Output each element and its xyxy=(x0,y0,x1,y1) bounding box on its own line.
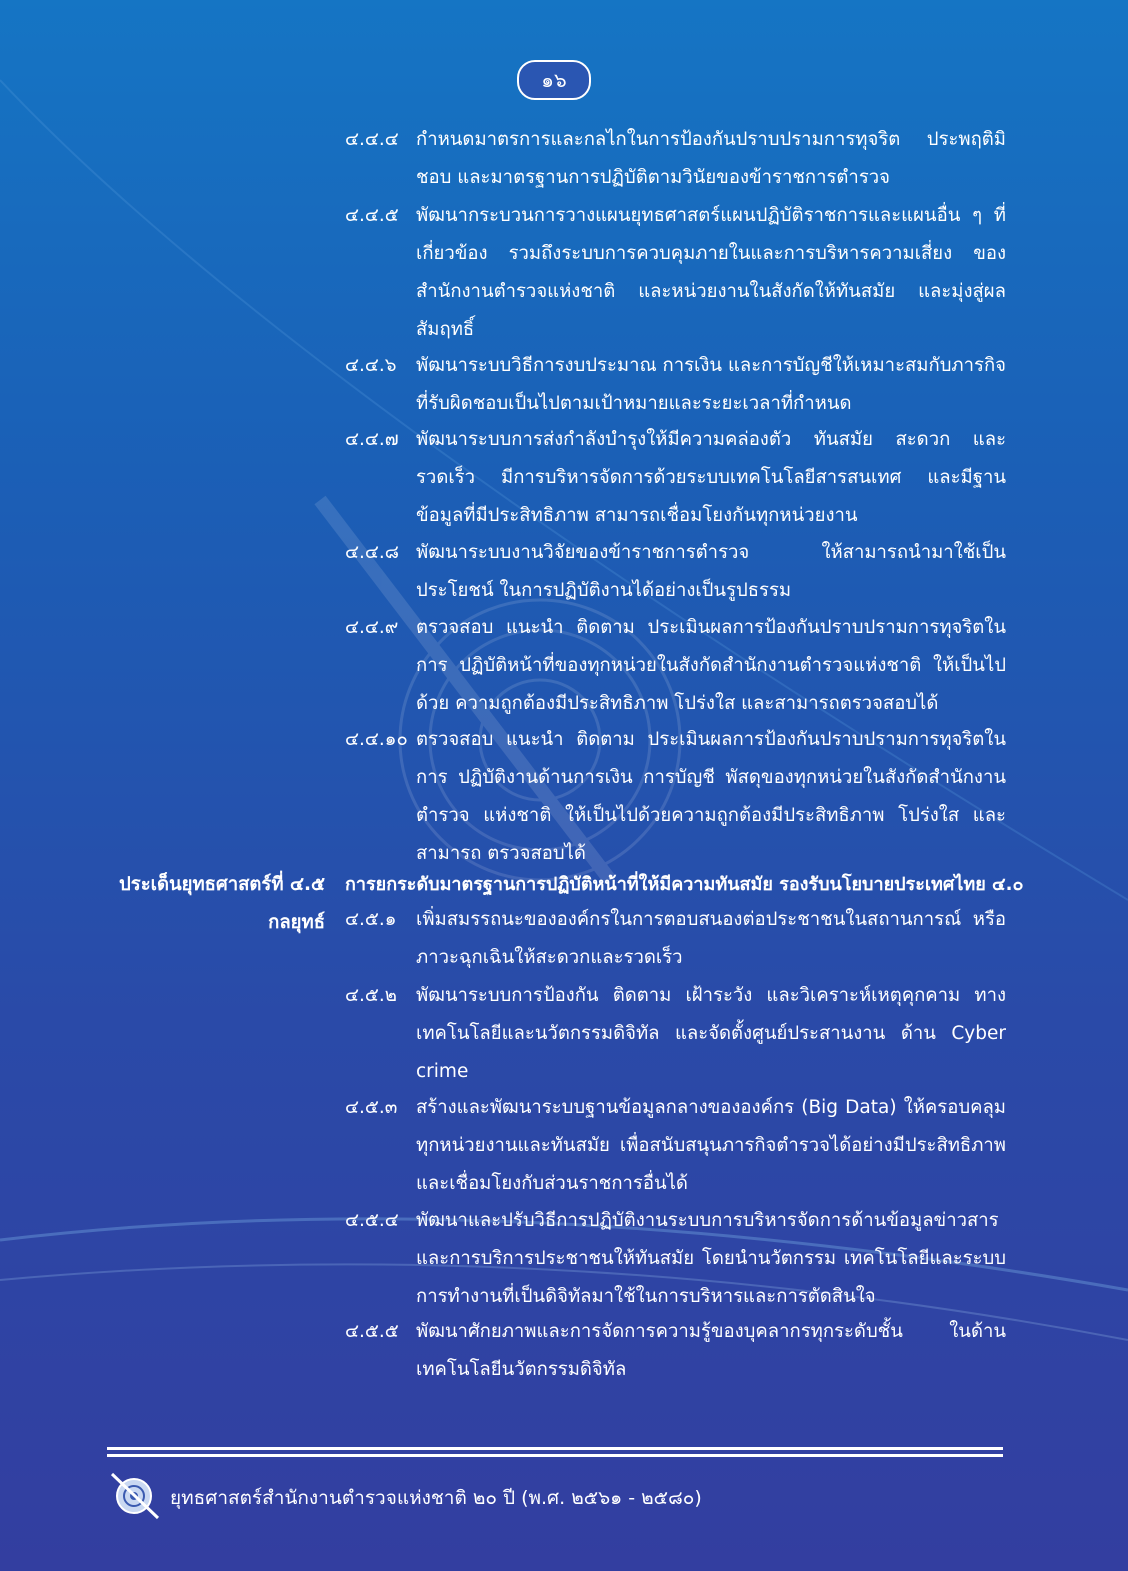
footer-divider xyxy=(107,1447,1003,1461)
item-number: ๔.๕.๑ xyxy=(345,909,397,930)
item-number: ๔.๕.๒ xyxy=(345,985,397,1006)
item-number: ๔.๔.๙ xyxy=(345,617,399,638)
item-number: ๔.๔.๕ xyxy=(345,205,399,226)
strategy-issue-label: ประเด็นยุทธศาสตร์ที่ ๔.๕ xyxy=(119,874,325,895)
item-number: ๔.๔.๘ xyxy=(345,542,400,563)
list-item xyxy=(345,347,1025,423)
list-item xyxy=(345,121,1025,197)
footer-title: ยุทธศาสตร์สำนักงานตำรวจแห่งชาติ ๒๐ ปี (พ.ศ. ๒๕๖๑ - ๒๕๘๐) xyxy=(170,1487,702,1509)
item-number: ๔.๔.๖ xyxy=(345,355,397,376)
item-text: ตรวจสอบ แนะนำ ติดตาม ประเมินผลการป้องกันปราบปรามการทุจริตในการ ปฏิบัติงานด้านการเงิน การบัญชี พัสดุของทุกหน่วยในสังกัดสำนักงานตำรวจ แห่งชาติ ให้เป็นไปด้วยความถูกต้องมีประสิทธิภาพ โปร่งใส และสามารถ ตรวจสอบได้ xyxy=(416,729,1006,864)
item-text: ตรวจสอบ แนะนำ ติดตาม ประเมินผลการป้องกันปราบปรามการทุจริตในการ ปฏิบัติหน้าที่ของทุกหน่วยในสังกัดสำนักงานตำรวจแห่งชาติ ให้เป็นไปด้วย ความถูกต้องมีประสิทธิภาพ โปร่งใส และสามารถตรวจสอบได้ xyxy=(416,617,1006,714)
list-item xyxy=(345,421,1025,535)
item-number: ๔.๕.๓ xyxy=(345,1097,398,1118)
list-item xyxy=(345,901,1025,977)
police-emblem-icon xyxy=(108,1470,164,1520)
item-number: ๔.๕.๕ xyxy=(345,1321,399,1342)
list-item xyxy=(345,609,1025,723)
strategy-label xyxy=(60,866,325,942)
item-text: พัฒนาระบบงานวิจัยของข้าราชการตำรวจ ให้สามารถนำมาใช้เป็นประโยชน์ ในการปฏิบัติงานได้อย่างเป็นรูปธรรม xyxy=(416,542,1006,601)
item-text: พัฒนาศักยภาพและการจัดการความรู้ของบุคลากรทุกระดับชั้น ในด้านเทคโนโลยีนวัตกรรมดิจิทัล xyxy=(416,1321,1006,1380)
list-item xyxy=(345,197,1025,349)
list-item xyxy=(345,1313,1025,1389)
item-text: พัฒนากระบวนการวางแผนยุทธศาสตร์แผนปฏิบัติราชการและแผนอื่น ๆ ที่เกี่ยวข้อง รวมถึงระบบการควบคุมภายในและการบริหารความเสี่ยง ของสำนักงานตำรวจแห่งชาติ และหน่วยงานในสังกัดให้ทันสมัย และมุ่งสู่ผลสัมฤทธิ์ xyxy=(416,205,1006,340)
item-number: ๔.๔.๑๐ xyxy=(345,729,408,750)
strategy-tactic-label: กลยุทธ์ xyxy=(268,912,325,933)
item-number: ๔.๕.๔ xyxy=(345,1210,399,1231)
item-number: ๔.๔.๔ xyxy=(345,129,399,150)
item-text: พัฒนาระบบวิธีการงบประมาณ การเงิน และการบัญชีให้เหมาะสมกับภารกิจ ที่รับผิดชอบเป็นไปตามเป้าหมายและระยะเวลาที่กำหนด xyxy=(416,355,1006,414)
item-number: ๔.๔.๗ xyxy=(345,429,399,450)
list-item xyxy=(345,977,1025,1091)
item-text: สร้างและพัฒนาระบบฐานข้อมูลกลางขององค์กร (Big Data) ให้ครอบคลุม ทุกหน่วยงานและทันสมัย เพื่อสนับสนุนภารกิจตำรวจได้อย่างมีประสิทธิภาพ และเชื่อมโยงกับส่วนราชการอื่นได้ xyxy=(416,1097,1006,1194)
strategy-heading: การยกระดับมาตรฐานการปฏิบัติหน้าที่ให้มีความทันสมัย รองรับนโยบายประเทศไทย ๔.๐ xyxy=(345,874,1024,895)
item-text: พัฒนาระบบการป้องกัน ติดตาม เฝ้าระวัง และวิเคราะห์เหตุคุกคาม ทางเทคโนโลยีและนวัตกรรมดิจิทัล และจัดตั้งศูนย์ประสานงาน ด้าน Cyber crime xyxy=(416,985,1006,1082)
list-item xyxy=(345,721,1025,873)
list-item xyxy=(345,1202,1025,1316)
list-item xyxy=(345,1089,1025,1203)
page-number: ๑๖ xyxy=(517,60,591,100)
item-text: เพิ่มสมรรถนะขององค์กรในการตอบสนองต่อประชาชนในสถานการณ์ หรือภาวะฉุกเฉินให้สะดวกและรวดเร็ว xyxy=(416,909,1006,968)
item-text: พัฒนาระบบการส่งกำลังบำรุงให้มีความคล่องตัว ทันสมัย สะดวก และรวดเร็ว มีการบริหารจัดการด้วยระบบเทคโนโลยีสารสนเทศ และมีฐานข้อมูลที่มีประสิทธิภาพ สามารถเชื่อมโยงกันทุกหน่วยงาน xyxy=(416,429,1006,526)
item-text: พัฒนาและปรับวิธีการปฏิบัติงานระบบการบริหารจัดการด้านข้อมูลข่าวสาร และการบริการประชาชนให้ทันสมัย โดยนำนวัตกรรม เทคโนโลยีและระบบ การทำงานที่เป็นดิจิทัลมาใช้ในการบริหารและการตัดสินใจ xyxy=(416,1210,1006,1307)
item-text: กำหนดมาตรการและกลไกในการป้องกันปราบปรามการทุจริต ประพฤติมิชอบ และมาตรฐานการปฏิบัติตามวินัยของข้าราชการตำรวจ xyxy=(416,129,1006,188)
list-item xyxy=(345,534,1025,610)
